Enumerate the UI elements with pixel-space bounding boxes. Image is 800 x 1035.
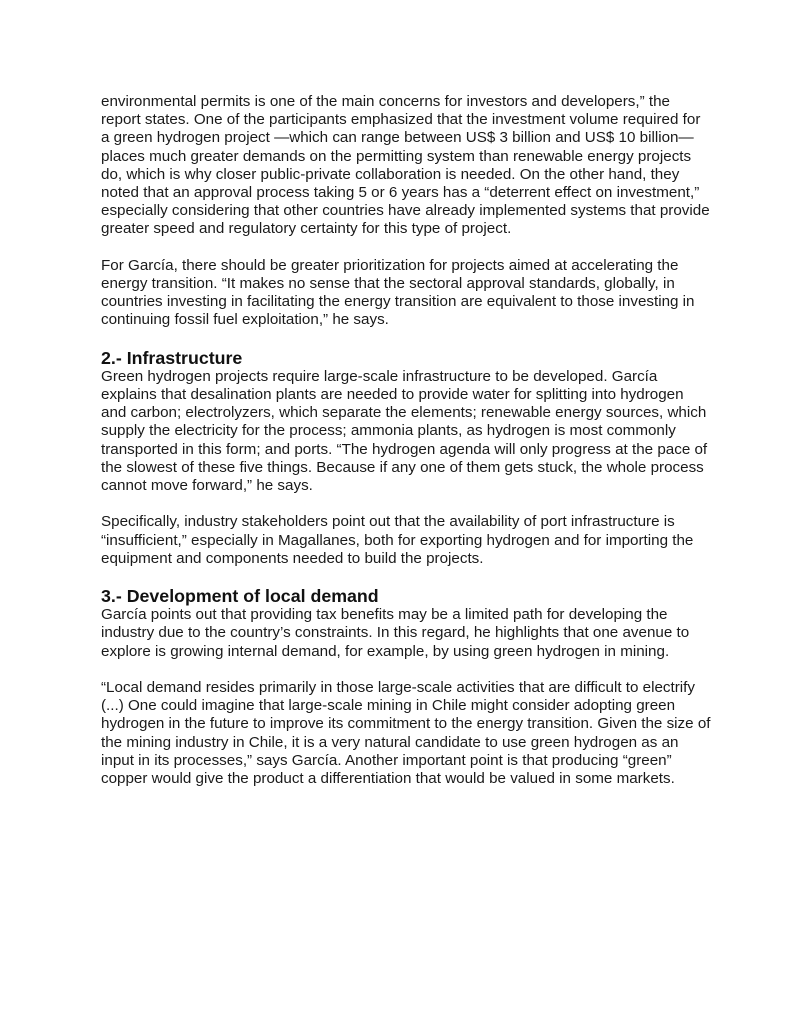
intro-paragraph-2: For García, there should be greater prioritization for projects aimed at accelerating the energy transition. “It makes no sense that the sectoral approval standards, globally, in countries investing in facilitating the energy transition are equivalent to those investing in continuing fossil fuel exploitation,” he says. — [101, 256, 695, 329]
local-demand-paragraph-1: García points out that providing tax benefits may be a limited path for developing the industry due to the country’s constraints. In this regard, he highlights that one avenue to explore is growing internal demand, for example, by using green hydrogen in mining. — [101, 606, 690, 660]
section-heading-local-demand: 3.- Development of local demand — [101, 586, 379, 607]
intro-paragraph-1: environmental permits is one of the main concerns for investors and developers,” the report states. One of the participants emphasized that the investment volume required for a green hydrogen project —which can range between US$ 3 billion and US$ 10 billion— places much greater demands on the permitting system than renewable energy projects do, which is why closer public-private collaboration is needed. On the other hand, they noted that an approval process taking 5 or 6 years has a “deterrent effect on investment,” especially considering that other countries have already implemented systems that provide greater speed and regulatory certainty for this type of project. — [101, 93, 710, 238]
infrastructure-paragraph-2: Specifically, industry stakeholders point out that the availability of port infrastructure is “insufficient,” especially in Magallanes, both for exporting hydrogen and for importing the equipment and components needed to build the projects. — [101, 513, 694, 567]
infrastructure-paragraph-1: Green hydrogen projects require large-scale infrastructure to be developed. García explains that desalination plants are needed to provide water for splitting into hydrogen and carbon; electrolyzers, which separate the elements; renewable energy sources, which supply the electricity for the process; ammonia plants, as hydrogen is most commonly transported in this form; and ports. “The hydrogen agenda will only progress at the pace of the slowest of these five things. Because if any one of them gets stuck, the whole process cannot move forward,” he says. — [101, 367, 708, 495]
section-infrastructure — [101, 348, 713, 568]
local-demand-paragraph-2: “Local demand resides primarily in those large-scale activities that are difficult to electrify (...) One could imagine that large-scale mining in Chile might consider adopting green hydrogen in the future to improve its commitment to the energy transition. Given the size of the mining industry in Chile, it is a very natural candidate to use green hydrogen as an input in its processes,” says García. Another important point is that producing “green” copper would give the product a differentiation that would be valued in some markets. — [101, 679, 711, 788]
section-heading-infrastructure: 2.- Infrastructure — [101, 347, 243, 368]
document-page — [101, 93, 713, 806]
section-local-demand — [101, 586, 713, 788]
